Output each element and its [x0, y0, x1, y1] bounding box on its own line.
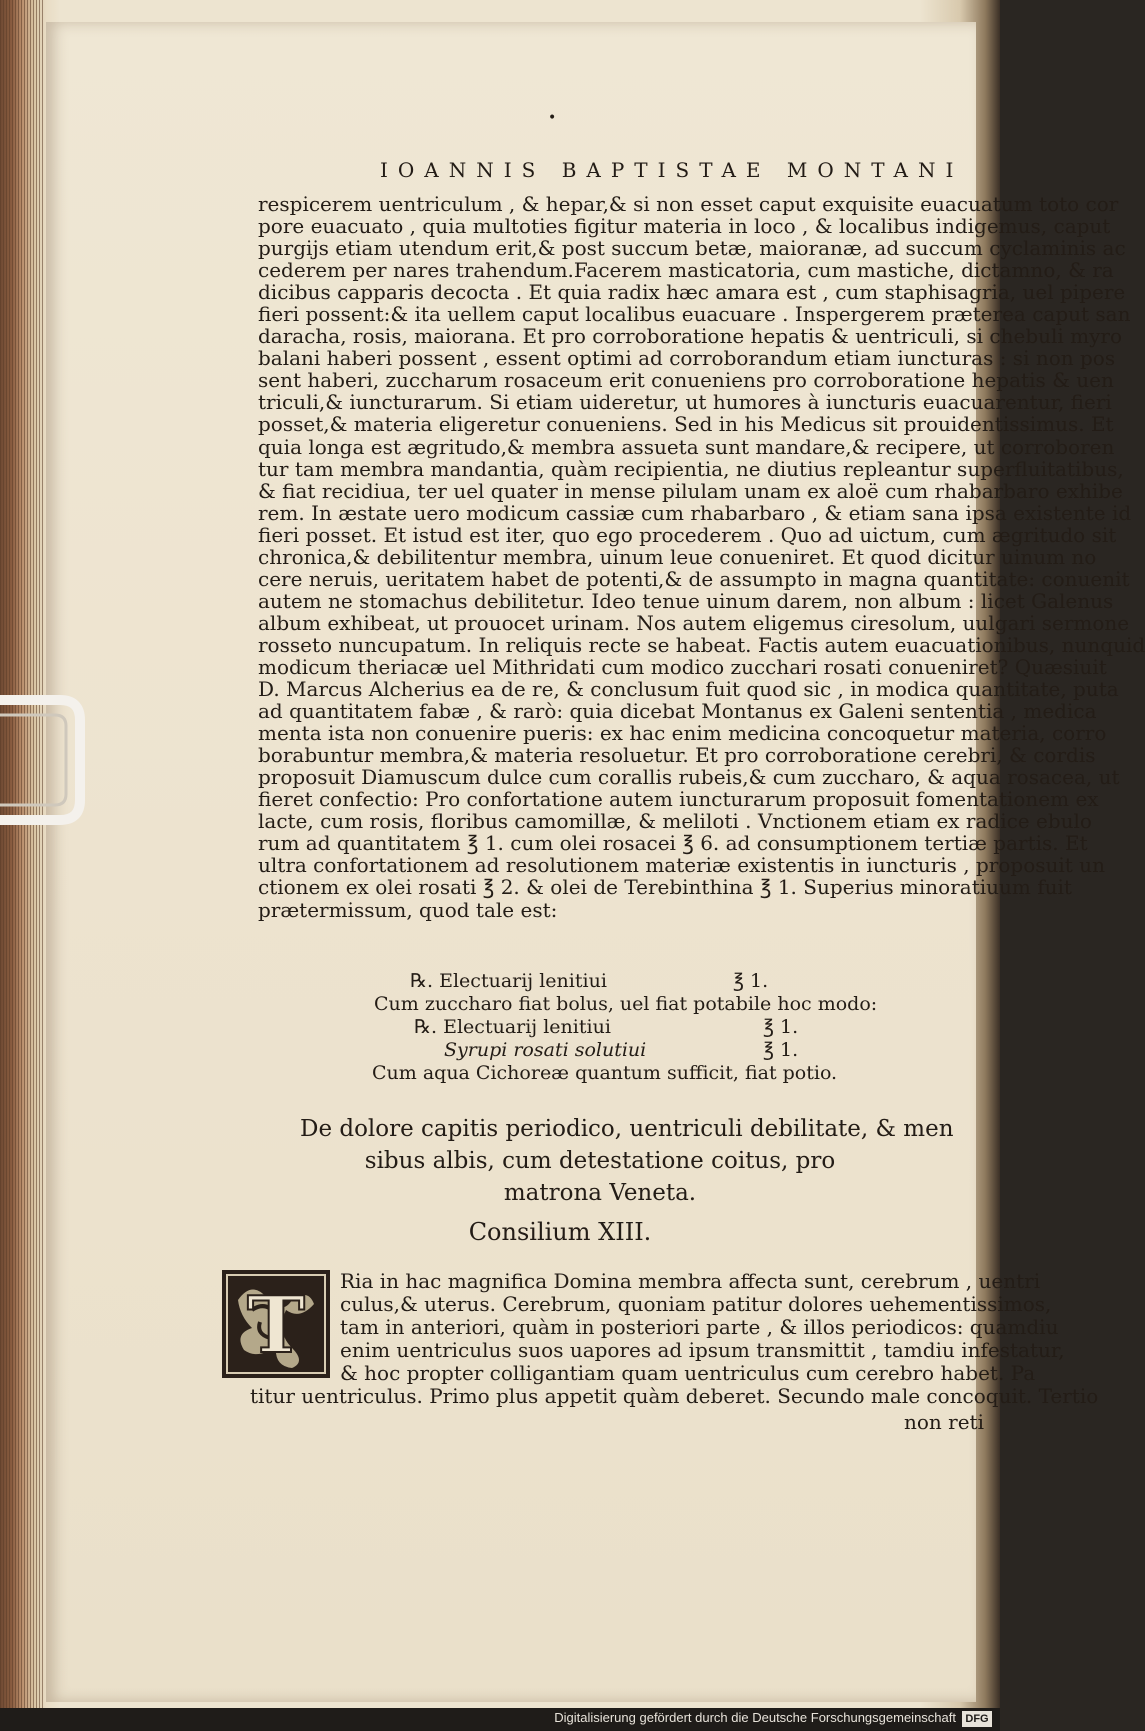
- heading-line: De dolore capitis periodico, uentriculi debilitate, & men: [300, 1116, 954, 1142]
- ornamental-initial-icon: [222, 1270, 330, 1378]
- text-line: sent haberi, zuccharum rosaceum erit conueniens pro corroboratione hepatis & uen: [258, 368, 1114, 393]
- text-line: pore euacuato , quia multoties figitur materia in loco , & localibus indigemus, caput: [258, 214, 1111, 239]
- text-line: tur tam membra mandantia, quàm recipientia, ne diutius repleantur superfluitatibus,: [258, 456, 1124, 481]
- recipe-dose: ℥ 1.: [733, 970, 769, 992]
- consilium-text: [340, 1269, 1065, 1385]
- text-line: autem ne stomachus debilitetur. Ideo tenue uinum darem, non album : licet Galenus: [258, 588, 1114, 613]
- section-heading: [300, 1113, 954, 1209]
- bookmark-clip-icon: [0, 660, 86, 860]
- text-line: chronica,& debilitentur membra, uinum leue conueniret. Et quod dicitur uinum no: [258, 544, 1097, 569]
- text-line: culus,& uterus. Cerebrum, quoniam patitur dolores uehementissimos,: [340, 1292, 1052, 1316]
- heading-line: matrona Veneta.: [503, 1180, 697, 1206]
- initial-letter: T: [246, 1280, 306, 1371]
- text-line: album exhibeat, ut prouocet urinam. Nos autem eligemus ciresolum, uulgari sermone: [258, 610, 1130, 635]
- text-line: prætermissum, quod tale est:: [258, 897, 558, 922]
- text-line: fieri possent:& ita uellem caput localibus euacuare . Inspergerem præterea caput san: [258, 302, 1131, 327]
- consilium-title: Consilium XIII.: [468, 1218, 652, 1246]
- recipe-dose: ℥ 1.: [763, 1039, 799, 1061]
- text-line: borabuntur membra,& materia resoluetur. Et pro corroboratione cerebri, & cordis: [258, 743, 1096, 768]
- text-line-full: titur uentriculus. Primo plus appetit quàm deberet. Secundo male concoquit. Tertio: [250, 1384, 1099, 1408]
- text-line: respicerem uentriculum , & hepar,& si non esset caput exquisite euacuatum toto cor: [258, 192, 1119, 216]
- text-line: quia longa est ægritudo,& membra assueta sunt mandare,& recipere, ut corroboren: [258, 434, 1115, 459]
- text-line: cere neruis, ueritatem habet de potenti,& de assumpto in magna quantitate: conuenit: [258, 566, 1130, 591]
- text-line: enim uentriculus suos uapores ad ipsum transmittit , tamdiu infestatur,: [340, 1338, 1065, 1362]
- recipe-line: Cum zuccharo fiat bolus, uel fiat potabile hoc modo:: [374, 993, 878, 1015]
- text-line: ultra confortationem ad resolutionem materiæ existentis in iuncturis , proposuit un: [258, 853, 1105, 878]
- recipe-line: Syrupi rosati solutiui: [444, 1039, 647, 1061]
- text-line: tam in anteriori, quàm in posteriori parte , & illos periodicos: quamdiu: [340, 1315, 1059, 1339]
- text-line: D. Marcus Alcherius ea de re, & conclusum fuit quod sic , in modica quantitate, puta: [258, 677, 1119, 702]
- text-line: rosseto nuncupatum. In reliquis recte se habeat. Factis autem euacuationibus, nunquid: [258, 632, 1145, 657]
- text-line: & hoc propter colligantiam quam uentriculus cum cerebro habet. Pa: [340, 1361, 1036, 1385]
- recipe-line: ℞. Electuarij lenitiui: [414, 1016, 611, 1038]
- text-line: modicum theriacæ uel Mithridati cum modico zucchari rosati conueniret? Quæsiuit: [258, 654, 1107, 679]
- page-dot: •: [548, 110, 557, 126]
- body-text: [258, 192, 1145, 922]
- text-line: & fiat recidiua, ter uel quater in mense pilulam unam ex aloë cum rhabarbaro exhibe: [258, 478, 1123, 503]
- page-edges: [0, 0, 44, 1731]
- catchword: non reti: [904, 1410, 984, 1434]
- text-line: rem. In æstate uero modicum cassiæ cum rhabarbaro , & etiam sana ipsa existente id: [258, 500, 1132, 525]
- text-line: Ria in hac magnifica Domina membra affecta sunt, cerebrum , uentri: [340, 1269, 1041, 1293]
- text-line: fieret confectio: Pro confortatione autem iuncturarum proposuit fomentationem ex: [258, 787, 1099, 812]
- text-line: ad quantitatem fabæ , & rarò: quia dicebat Montanus ex Galeni sententia , medica: [258, 699, 1097, 724]
- text-line: daracha, rosis, maiorana. Et pro corroboratione hepatis & uentriculi, si chebuli myro: [258, 324, 1123, 349]
- text-line: purgijs etiam utendum erit,& post succum betæ, maioranæ, ad succum cyclaminis ac: [258, 236, 1126, 261]
- dfg-logo: DFG: [962, 1711, 992, 1727]
- text-line: proposuit Diamuscum dulce cum corallis rubeis,& cum zuccharo, & aqua rosacea, ut: [258, 765, 1120, 790]
- text-line: lacte, cum rosis, floribus camomillæ, & meliloti . Vnctionem etiam ex radice ebulo: [258, 809, 1092, 834]
- text-line: cederem per nares trahendum.Facerem masticatoria, cum mastiche, dictamno, & ra: [258, 258, 1114, 283]
- text-line: ctionem ex olei rosati ℥ 2. & olei de Terebinthina ℥ 1. Superius minoratiuum fuit: [258, 875, 1072, 900]
- recipe-line: ℞. Electuarij lenitiui: [410, 970, 607, 992]
- heading-line: sibus albis, cum detestatione coitus, pro: [364, 1148, 836, 1174]
- running-head: IOANNIS BAPTISTAE MONTANI: [380, 158, 964, 182]
- text-line: triculi,& iuncturarum. Si etiam uideretur, ut humores à iuncturis euacuarentur, fieri: [258, 390, 1112, 415]
- decorated-initial: [222, 1270, 330, 1378]
- text-line: posset,& materia eligeretur conueniens. Sed in his Medicus sit prouidentissimus. Et: [258, 412, 1114, 437]
- text-line: fieri posset. Et istud est iter, quo ego procederem . Quo ad uictum, cum ægritudo sit: [258, 522, 1117, 547]
- text-line: dicibus capparis decocta . Et quia radix hæc amara est , cum staphisagria, uel pipere: [258, 280, 1126, 305]
- text-line: rum ad quantitatem ℥ 1. cum olei rosacei ℥ 6. ad consumptionem tertiæ partis. Et: [258, 831, 1088, 856]
- text-line: balani haberi possent , essent optimi ad corroborandum etiam iuncturas : si non pos: [258, 346, 1116, 371]
- footer-credit: Digitalisierung gefördert durch die Deutsche Forschungsgemeinschaft: [554, 1710, 956, 1725]
- text-line: menta ista non conuenire pueris: ex hac enim medicina concoquetur materia, corro: [258, 721, 1107, 746]
- recipe-dose: ℥ 1.: [763, 1016, 799, 1038]
- recipe-line: Cum aqua Cichoreæ quantum sufficit, fiat potio.: [372, 1062, 838, 1084]
- footer-bar: [0, 1708, 1000, 1731]
